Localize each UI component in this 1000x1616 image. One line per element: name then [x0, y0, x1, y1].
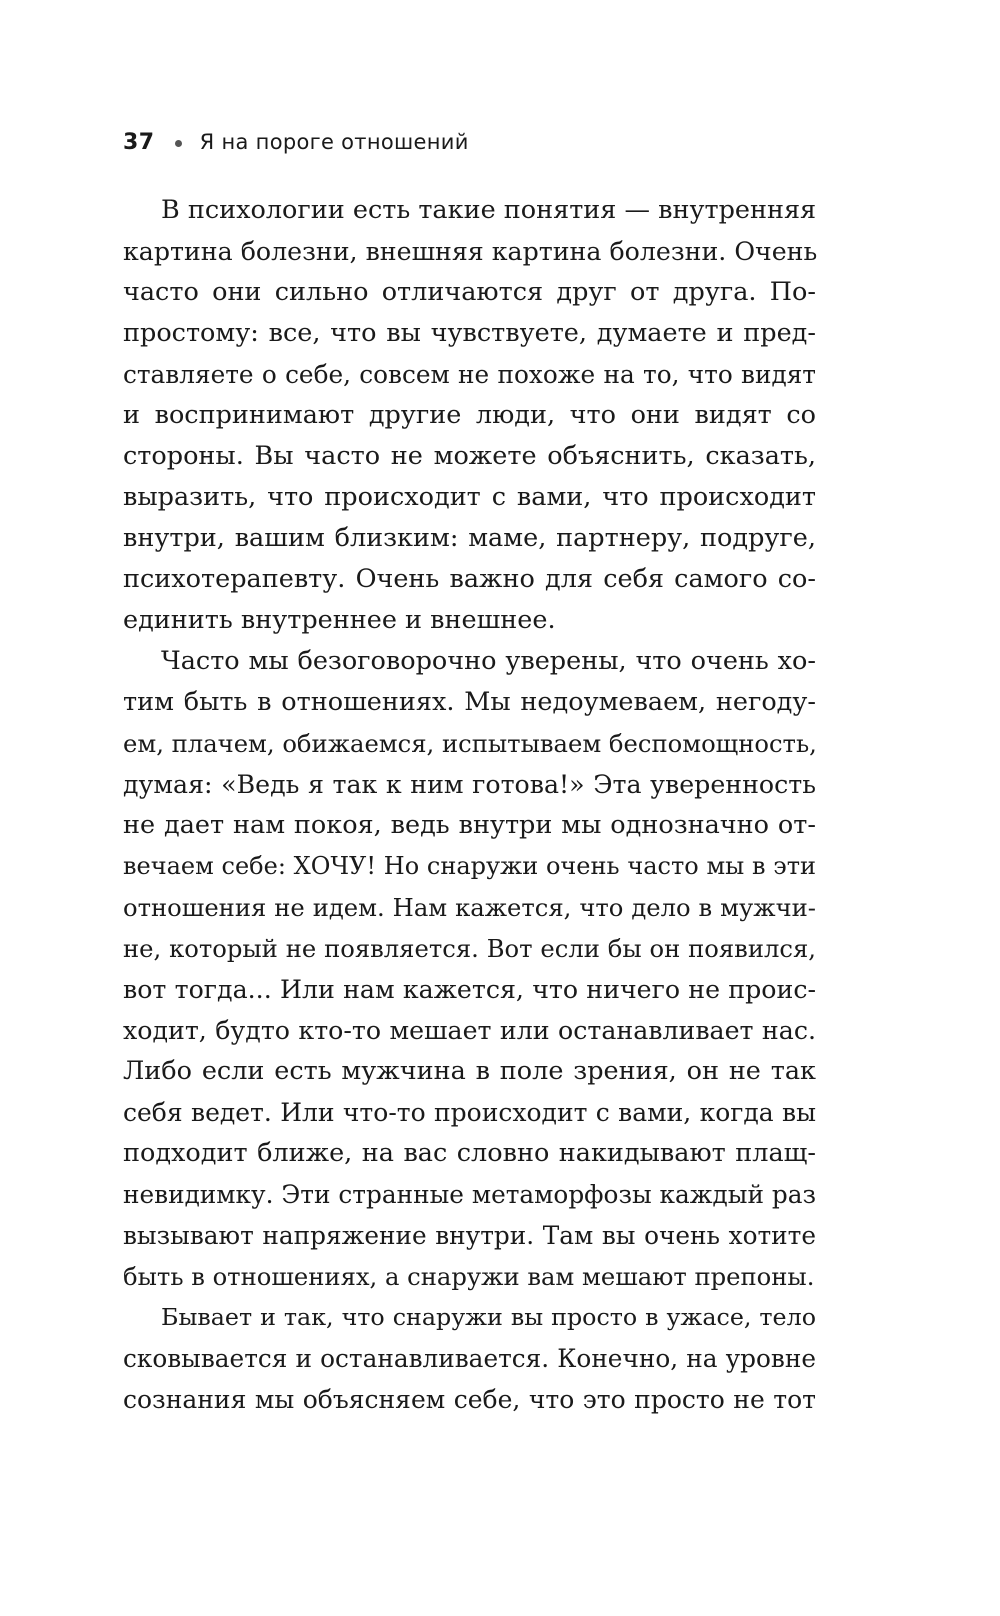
text-line: вызывают напряжение внутри. Там вы очень хотите	[123, 1221, 816, 1250]
body-text	[123, 190, 816, 1420]
text-line: не, который не появляется. Вот если бы он появился,	[123, 934, 816, 963]
text-line: вот тогда... Или нам кажется, что ничего не проис-	[123, 975, 816, 1004]
text-line: Часто мы безоговорочно уверены, что очень хо-	[161, 646, 816, 676]
text-line: невидимку. Эти странные метаморфозы каждый раз	[123, 1180, 816, 1209]
text-line: картина болезни, внешняя картина болезни. Очень	[123, 237, 818, 266]
text-line: Либо если есть мужчина в поле зрения, он не так	[123, 1056, 816, 1086]
running-head	[123, 127, 469, 157]
text-line: подходит ближе, на вас словно накидывают плащ-	[123, 1138, 816, 1168]
text-line: простому: все, что вы чувствуете, думаете и пред-	[123, 318, 816, 348]
bullet-separator-icon	[175, 140, 182, 147]
text-line: стороны. Вы часто не можете объяснить, сказать,	[123, 441, 816, 471]
text-line: и воспринимают другие люди, что они видят со	[123, 400, 816, 430]
text-line: ставляете о себе, совсем не похоже на то, что видят	[123, 360, 816, 389]
text-line: ем, плачем, обижаемся, испытываем беспомощность,	[123, 729, 817, 758]
text-line: часто они сильно отличаются друг от друга. По-	[123, 277, 816, 307]
text-line: быть в отношениях, а снаружи вам мешают препоны.	[123, 1262, 815, 1291]
text-line: не дает нам покоя, ведь внутри мы однозначно от-	[123, 810, 816, 840]
text-line: внутри, вашим близким: маме, партнеру, подруге,	[123, 523, 816, 553]
text-line: думая: «Ведь я так к ним готова!» Эта уверенность	[123, 770, 816, 799]
text-line: В психологии есть такие понятия — внутренняя	[161, 195, 817, 225]
text-line: Бывает и так, что снаружи вы просто в ужасе, тело	[161, 1303, 816, 1331]
text-line: психотерапевту. Очень важно для себя самого со-	[123, 564, 816, 594]
text-line: отношения не идем. Нам кажется, что дело в мужчи-	[123, 893, 816, 922]
text-line: себя ведет. Или что-то происходит с вами, когда вы	[123, 1098, 816, 1127]
text-line: единить внутреннее и внешнее.	[123, 605, 556, 635]
text-line: вечаем себе: ХОЧУ! Но снаружи очень часто мы в эти	[123, 852, 816, 880]
page-number: 37	[123, 129, 155, 155]
text-line: ходит, будто кто-то мешает или останавливает нас.	[123, 1016, 816, 1045]
text-line: сковывается и останавливается. Конечно, на уровне	[123, 1344, 816, 1373]
text-line: сознания мы объясняем себе, что это просто не тот	[123, 1385, 816, 1414]
text-line: тим быть в отношениях. Мы недоумеваем, негоду-	[123, 687, 816, 717]
text-line: выразить, что происходит с вами, что происходит	[123, 482, 816, 512]
running-title: Я на пороге отношений	[199, 130, 469, 154]
